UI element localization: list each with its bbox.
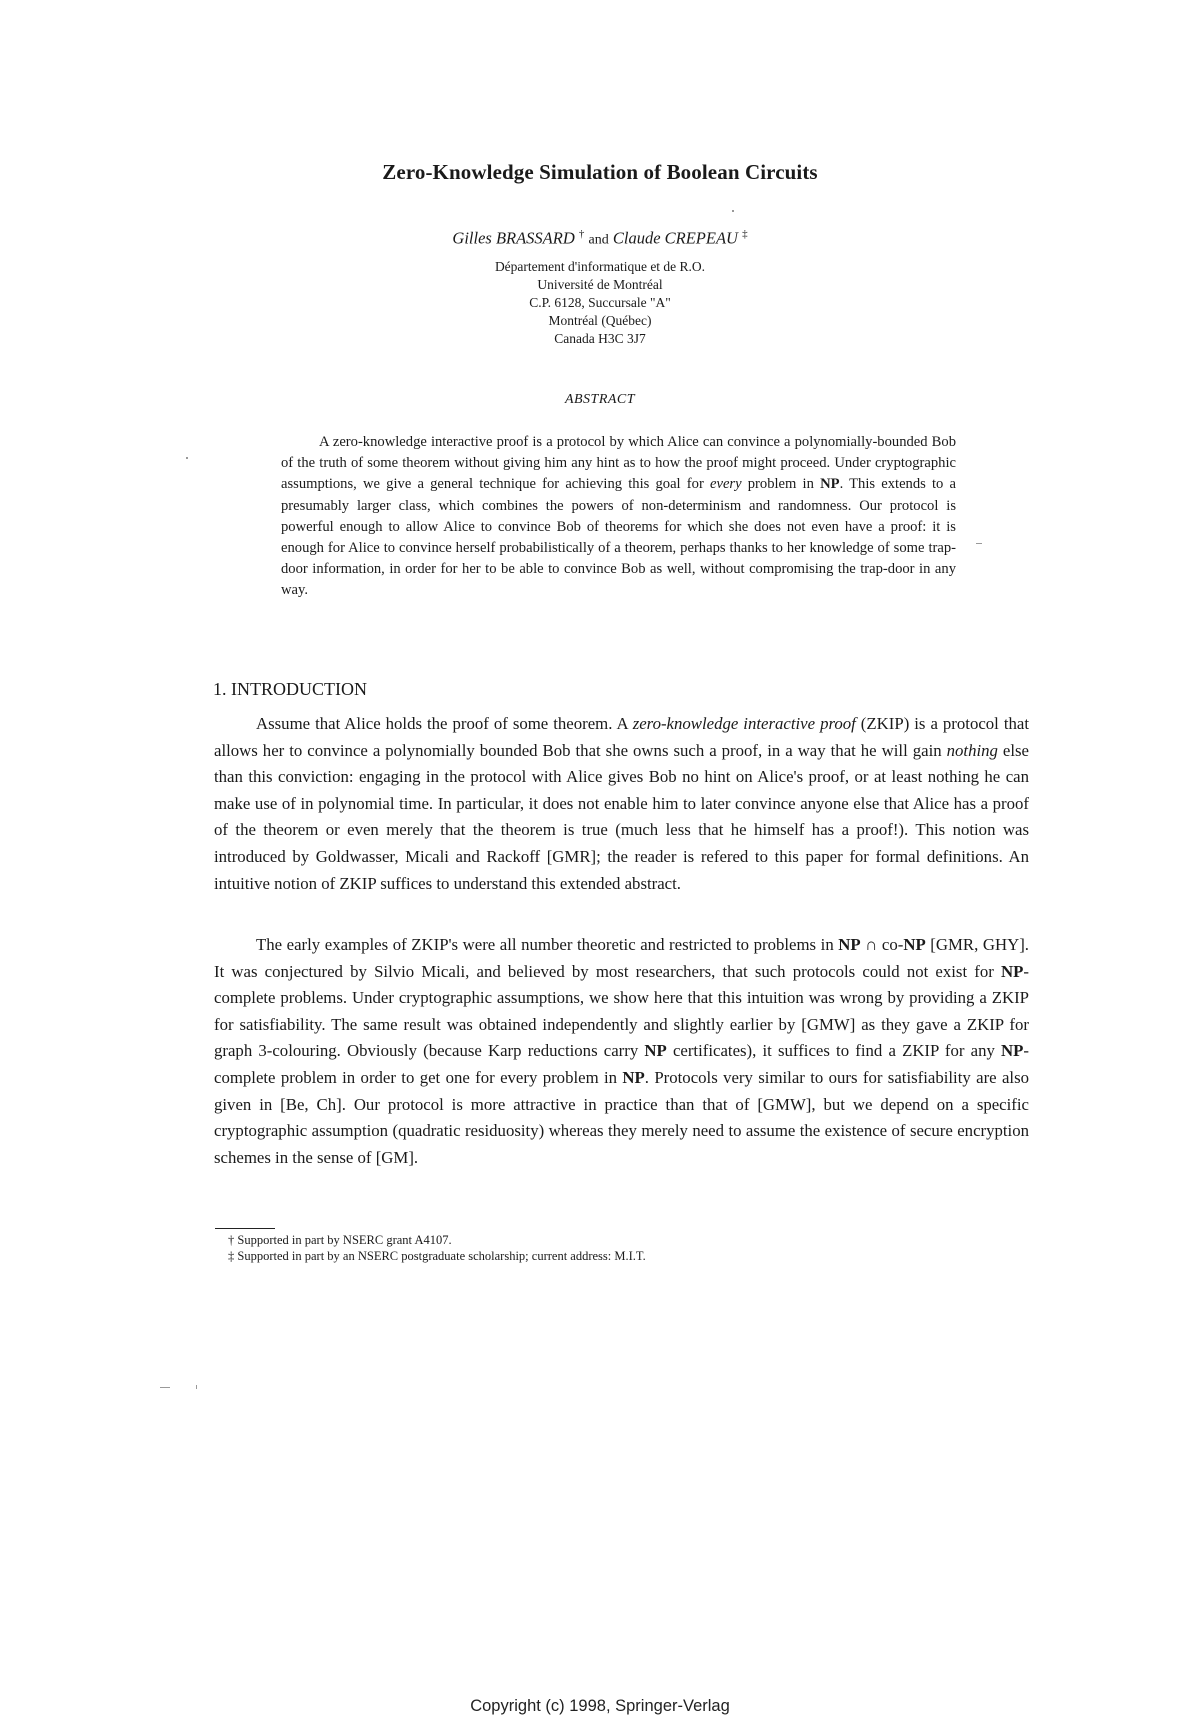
np-bold: NP: [838, 935, 861, 954]
body-text: . Protocols very similar to ours for satisfiability are also given in [Be, Ch]. Our protocol is more attractive in practice than that of [GMW], but we depend on a specific cryptographic assumption (quadratic residuosity) whereas they merely need to assume the existence of secure encryption schemes in the sense of [GM].: [214, 1067, 1029, 1167]
copyright-notice: Copyright (c) 1998, Springer-Verlag: [470, 1697, 730, 1715]
abstract-text: A zero-knowledge interactive proof is a protocol by which Alice can convince a polynomially-bounded Bob of the truth of some theorem without giving him any hint as to how the proof might proceed. Under cryptographic assumptions, we give a general technique for achieving this goal for: [281, 434, 956, 493]
np-bold: NP: [1001, 1041, 1024, 1061]
affiliation-line: Canada H3C 3J7: [554, 331, 646, 346]
body-text: (ZKIP) is a protocol that allows her to convince a polynomially bounded Bob that she owns such a proof, in a way that he will gain: [214, 714, 1029, 760]
scan-speck: [160, 1387, 170, 1388]
body-text: Assume that Alice holds the proof of some theorem. A: [256, 714, 633, 733]
scan-speck: [732, 210, 734, 212]
footnotes: [228, 1232, 646, 1264]
affiliation-line: C.P. 6128, Succursale "A": [529, 295, 671, 310]
footnote-rule: [215, 1228, 275, 1229]
body-text: -complete problems. Under cryptographic assumptions, we show here that this intuition was wrong by providing a ZKIP for satisfiability. The same result was obtained independently and slightly earlier by [GMW] as they gave a ZKIP for graph 3-colouring. Obviously (because Karp reductions carry: [214, 961, 1029, 1061]
body-text: [GMR, GHY]. It was conjectured by Silvio Micali, and believed by most researchers, that such protocols could not exist for: [214, 935, 1030, 981]
abstract-heading: ABSTRACT: [564, 392, 636, 407]
np-bold: NP: [644, 1041, 667, 1061]
abstract-text: problem in: [741, 476, 821, 493]
np-bold: NP: [903, 935, 926, 954]
author-crepeau: Claude CREPEAU: [612, 228, 738, 248]
body-emphasis: nothing: [946, 740, 998, 760]
intro-paragraph-2: [214, 932, 1029, 1171]
abstract-text: . This extends to a presumably larger class, which combines the powers of non-determinism and randomness. Our protocol is powerful enough to allow Alice to convince Bob of theorems for which she does not even have a proof: it is enough for Alice to convince herself probabilistically of a theorem, perhaps thanks to her knowledge of some trap-door information, in order for her to be able to convince Bob as well, without compromising the trap-door in any way.: [281, 476, 956, 599]
body-text: -complete problem in order to get one for every problem in: [214, 1041, 1029, 1087]
footnote-dagger: † Supported in part by NSERC grant A4107.: [228, 1233, 452, 1247]
affiliation-line: Département d'informatique et de R.O.: [494, 259, 706, 274]
np-bold: NP: [622, 1067, 645, 1087]
footnote-double-dagger: ‡ Supported in part by an NSERC postgraduate scholarship; current address: M.I.T.: [228, 1249, 646, 1263]
abstract-np-bold: NP: [820, 476, 840, 493]
body-text: The early examples of ZKIP's were all number theoretic and restricted to problems in: [256, 935, 839, 954]
np-bold: NP: [1001, 961, 1024, 981]
footnote-mark-dagger: †: [578, 228, 585, 240]
author-brassard: Gilles BRASSARD: [452, 228, 575, 248]
body-text: certificates), it suffices to find a ZKIP for any: [666, 1041, 1002, 1061]
body-text: ∩ co-: [860, 935, 904, 954]
scan-speck: [976, 543, 982, 544]
author-line: [0, 228, 1200, 249]
scan-speck: [196, 1385, 197, 1389]
section-heading-introduction: 1. INTRODUCTION: [213, 679, 367, 699]
body-text: else than this conviction: engaging in the protocol with Alice gives Bob no hint on Alice's proof, or at least nothing he can make use of in polynomial time. In particular, it does not enable him to later convince anyone else that Alice has a proof of the theorem or even merely that the theorem is true (much less that he himself has a proof!). This notion was introduced by Goldwasser, Micali and Rackoff [GMR]; the reader is refered to this paper for formal definitions. An intuitive notion of ZKIP suffices to understand this extended abstract.: [214, 740, 1029, 893]
paper-title: Zero-Knowledge Simulation of Boolean Circuits: [382, 160, 818, 184]
abstract-paragraph: [281, 432, 956, 602]
affiliation-line: Université de Montréal: [537, 277, 663, 292]
abstract-emphasis: every: [709, 476, 742, 493]
affiliation-line: Montréal (Québec): [548, 313, 652, 328]
footnote-mark-double-dagger: ‡: [742, 228, 748, 240]
body-emphasis: zero-knowledge interactive proof: [632, 714, 856, 733]
author-conjunction: and: [588, 232, 609, 248]
scan-speck: [186, 457, 188, 459]
intro-paragraph-1: [214, 711, 1029, 897]
affiliation-block: [0, 258, 1200, 348]
